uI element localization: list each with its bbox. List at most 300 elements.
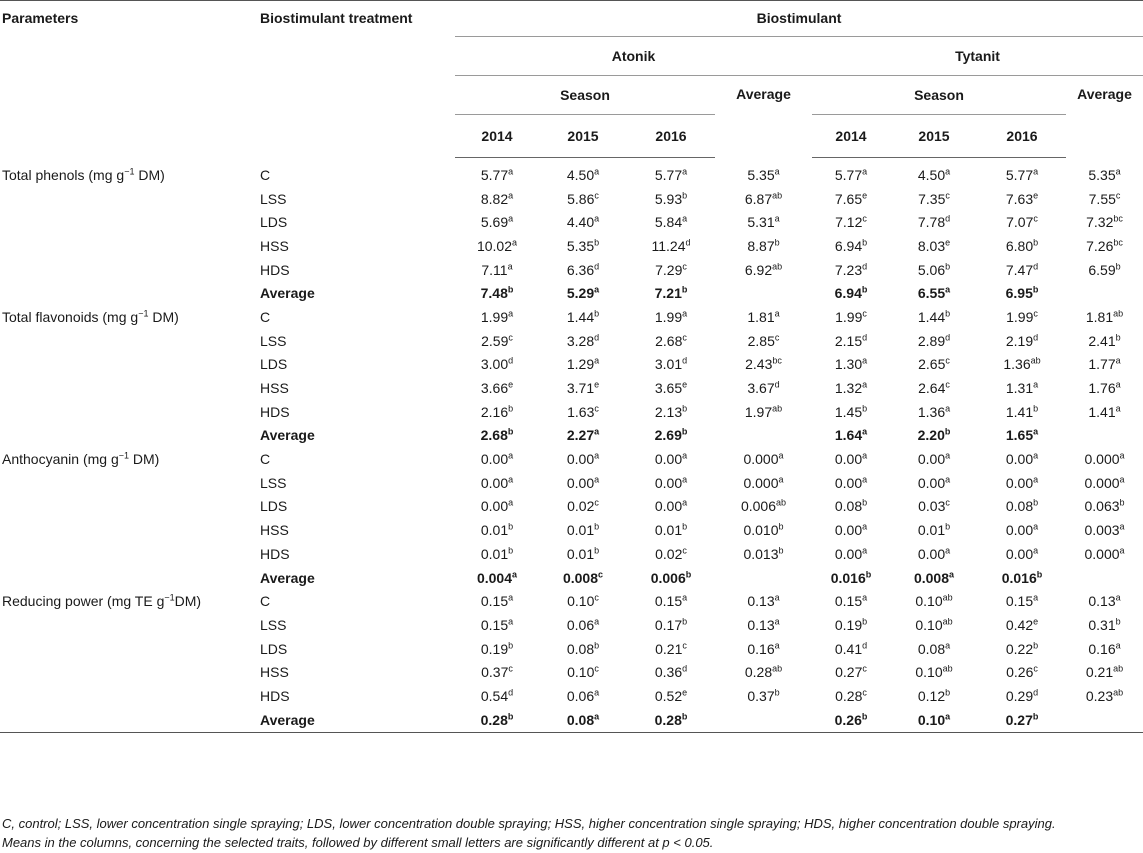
cell-significance-letter: a [1119, 521, 1125, 532]
value-cell [715, 471, 812, 495]
value-cell [715, 684, 812, 708]
average-row [0, 708, 1143, 732]
parameter-empty [0, 281, 257, 305]
value-cell [812, 495, 890, 519]
cell-significance-letter: b [682, 403, 688, 414]
cell-value: 6.92 [744, 261, 773, 278]
cell-value: 5.77 [654, 166, 683, 183]
cell-significance-letter: a [1033, 545, 1039, 556]
value-cell [539, 660, 627, 684]
cell-value: 0.063 [1084, 498, 1120, 515]
cell-value: 0.26 [834, 711, 862, 728]
value-cell [539, 447, 627, 471]
value-cell [1066, 708, 1143, 732]
cell-significance-letter: a [508, 213, 514, 224]
cell-value: 0.36 [654, 664, 683, 681]
value-cell [627, 708, 715, 732]
cell-significance-letter: d [508, 355, 514, 366]
cell-significance-letter: b [945, 260, 951, 271]
cell-significance-letter: a [862, 450, 868, 461]
cell-significance-letter: b [594, 237, 600, 248]
treatment-label: C [260, 166, 271, 183]
value-cell [890, 163, 978, 187]
cell-significance-letter: d [1033, 260, 1039, 271]
parameter-empty [0, 210, 257, 234]
cell-value: 7.35 [918, 190, 946, 207]
value-cell [1066, 613, 1143, 637]
value-cell [812, 566, 890, 590]
value-cell [455, 495, 539, 519]
value-cell [627, 566, 715, 590]
cell-value: 7.29 [655, 261, 683, 278]
table-row [0, 542, 1143, 566]
cell-significance-letter: a [594, 213, 600, 224]
cell-significance-letter: c [1033, 308, 1038, 319]
cell-value: 5.06 [917, 261, 946, 278]
value-cell [715, 353, 812, 377]
table-header [0, 0, 1143, 163]
cell-value: 5.35 [1088, 166, 1116, 183]
value-cell [715, 187, 812, 211]
cell-value: 0.28 [744, 664, 773, 681]
value-cell [627, 589, 715, 613]
cell-significance-letter: a [1033, 592, 1039, 603]
cell-value: 7.23 [834, 261, 863, 278]
table-row [0, 187, 1143, 211]
parameter-text: Anthocyanin (mg g [2, 451, 119, 468]
parameter-text: Reducing power (mg TE g [2, 593, 165, 610]
value-cell [455, 684, 539, 708]
cell-significance-letter: b [594, 308, 600, 319]
value-cell [455, 353, 539, 377]
cell-significance-letter: d [862, 332, 868, 342]
cell-significance-letter: a [862, 545, 868, 556]
cell-significance-letter: a [945, 474, 951, 485]
cell-significance-letter: a [945, 711, 951, 721]
table-body [0, 163, 1143, 732]
cell-value: 0.00 [917, 451, 946, 468]
cell-significance-letter: c [598, 568, 604, 579]
value-cell [812, 281, 890, 305]
cell-value: 2.15 [834, 332, 863, 349]
value-cell [539, 305, 627, 329]
table-row [0, 660, 1143, 684]
cell-significance-letter: a [594, 711, 600, 721]
value-cell [978, 708, 1066, 732]
parameter-text: Total phenols (mg g [2, 166, 125, 183]
cell-significance-letter: c [1033, 663, 1038, 674]
value-cell [715, 589, 812, 613]
parameter-empty [0, 708, 257, 732]
cell-significance-letter: c [862, 687, 867, 698]
value-cell [455, 589, 539, 613]
value-cell [539, 163, 627, 187]
cell-significance-letter: c [862, 308, 867, 319]
value-cell [1066, 471, 1143, 495]
cell-significance-letter: bc [772, 355, 782, 366]
value-cell [1066, 281, 1143, 305]
parameter-empty [0, 684, 257, 708]
cell-significance-letter: b [1032, 284, 1039, 295]
treatment-label: HDS [260, 687, 290, 704]
cell-significance-letter: a [774, 639, 780, 650]
cell-significance-letter: c [682, 260, 687, 271]
parameter-empty [0, 518, 257, 542]
value-cell [627, 613, 715, 637]
cell-significance-letter: a [594, 616, 600, 627]
value-cell [812, 708, 890, 732]
value-cell [627, 353, 715, 377]
cell-value: 1.63 [567, 403, 595, 420]
value-cell [978, 210, 1066, 234]
treatment-label: HDS [260, 403, 290, 420]
cell-significance-letter: a [862, 521, 868, 532]
cell-significance-letter: c [1033, 213, 1038, 224]
value-cell [812, 542, 890, 566]
value-cell [455, 637, 539, 661]
table-row [0, 163, 1143, 187]
cell-value: 0.00 [834, 545, 863, 562]
cell-significance-letter: a [1115, 166, 1121, 177]
cell-significance-letter: e [682, 379, 688, 390]
cell-significance-letter: c [774, 332, 780, 342]
cell-value: 7.12 [835, 214, 863, 231]
cell-significance-letter: a [862, 474, 868, 485]
value-cell [812, 376, 890, 400]
cell-value: 7.63 [1005, 190, 1034, 207]
value-cell [455, 305, 539, 329]
cell-value: 1.31 [1005, 380, 1034, 397]
value-cell [715, 542, 812, 566]
value-cell [1066, 305, 1143, 329]
cell-significance-letter: a [1115, 379, 1121, 390]
value-cell [978, 353, 1066, 377]
cell-significance-letter: bc [1113, 213, 1123, 224]
header-parameters: Parameters [2, 10, 79, 26]
value-cell [455, 566, 539, 590]
cell-significance-letter: c [594, 403, 599, 414]
value-cell [539, 471, 627, 495]
cell-significance-letter: e [1033, 189, 1039, 200]
cell-value: 1.76 [1088, 380, 1116, 397]
cell-value: 6.94 [834, 237, 863, 254]
cell-value: 0.13 [1088, 593, 1116, 610]
value-cell [1066, 566, 1143, 590]
cell-value: 1.99 [654, 308, 683, 325]
value-cell [627, 660, 715, 684]
parameter-empty [0, 187, 257, 211]
cell-value: 2.16 [480, 403, 509, 420]
cell-value: 1.44 [917, 308, 946, 325]
cell-significance-letter: a [1033, 450, 1039, 461]
cell-significance-letter: b [1036, 568, 1043, 579]
cell-value: 0.16 [1088, 640, 1116, 657]
cell-significance-letter: a [862, 379, 868, 390]
cell-significance-letter: a [682, 166, 688, 177]
cell-significance-letter: b [682, 616, 688, 627]
cell-significance-letter: e [594, 379, 600, 390]
value-cell [890, 281, 978, 305]
cell-significance-letter: a [1033, 426, 1039, 437]
cell-value: 1.99 [1006, 308, 1034, 325]
value-cell [539, 281, 627, 305]
value-cell [715, 163, 812, 187]
value-cell [455, 471, 539, 495]
value-cell [1066, 684, 1143, 708]
value-cell [812, 258, 890, 282]
footnote-abbreviations: C, control; LSS, lower concentration single spraying; LDS, lower concentration double spraying; HSS, higher concentration single spraying; HDS, higher concentration double spraying. [2, 816, 1056, 831]
table-row [0, 353, 1143, 377]
cell-value: 0.01 [654, 522, 683, 539]
value-cell [1066, 329, 1143, 353]
cell-significance-letter: e [508, 379, 514, 390]
table-row [0, 637, 1143, 661]
table-row [0, 234, 1143, 258]
cell-value: 0.15 [1005, 593, 1034, 610]
parameter-label [0, 305, 257, 329]
cell-value: 7.07 [1006, 214, 1034, 231]
cell-significance-letter: d [945, 213, 951, 224]
cell-significance-letter: b [1115, 260, 1121, 271]
value-cell [715, 613, 812, 637]
cell-value: 7.21 [654, 285, 682, 302]
value-cell [978, 424, 1066, 448]
cell-value: 0.19 [480, 640, 509, 657]
cell-significance-letter: b [865, 568, 872, 579]
value-cell [455, 376, 539, 400]
cell-significance-letter: d [1033, 332, 1039, 342]
cell-significance-letter: b [862, 237, 868, 248]
value-cell [812, 353, 890, 377]
value-cell [978, 542, 1066, 566]
cell-significance-letter: c [862, 663, 867, 674]
value-cell [539, 637, 627, 661]
cell-value: 0.10 [915, 616, 943, 633]
cell-significance-letter: c [594, 189, 599, 200]
value-cell [627, 518, 715, 542]
cell-value: 0.010 [743, 522, 779, 539]
value-cell [890, 542, 978, 566]
value-cell [890, 684, 978, 708]
cell-significance-letter: a [682, 308, 688, 319]
value-cell [812, 305, 890, 329]
treatment-label: LDS [260, 214, 288, 231]
cell-significance-letter: a [594, 284, 600, 295]
value-cell [539, 708, 627, 732]
parameter-unit-suffix: DM) [148, 308, 179, 325]
value-cell [715, 424, 812, 448]
cell-significance-letter: a [1119, 450, 1125, 461]
cell-significance-letter: a [945, 639, 951, 650]
cell-significance-letter: b [507, 284, 514, 295]
parameter-empty [0, 566, 257, 590]
cell-value: 0.03 [918, 498, 946, 515]
cell-value: 0.08 [566, 640, 595, 657]
value-cell [978, 329, 1066, 353]
cell-significance-letter: ab [772, 189, 783, 200]
cell-significance-letter: a [508, 497, 514, 508]
header-treatment: Biostimulant treatment [260, 10, 413, 26]
cell-value: 0.00 [566, 474, 595, 491]
cell-value: 0.15 [480, 616, 509, 633]
header-tytanit-year-2015: 2015 [890, 114, 978, 157]
cell-value: 3.66 [480, 380, 509, 397]
cell-significance-letter: a [778, 450, 784, 461]
value-cell [812, 329, 890, 353]
parameter-empty [0, 542, 257, 566]
cell-value: 1.45 [834, 403, 863, 420]
table-row [0, 495, 1143, 519]
treatment-label: C [260, 308, 271, 325]
cell-value: 7.48 [480, 285, 508, 302]
cell-significance-letter: a [862, 166, 868, 177]
value-cell [812, 637, 890, 661]
value-cell [812, 163, 890, 187]
cell-significance-letter: a [862, 592, 868, 603]
value-cell [539, 542, 627, 566]
value-cell [978, 400, 1066, 424]
cell-value: 5.77 [834, 166, 863, 183]
value-cell [627, 163, 715, 187]
cell-significance-letter: ab [1113, 687, 1124, 698]
cell-value: 1.65 [1005, 427, 1034, 444]
value-cell [890, 210, 978, 234]
cell-value: 1.99 [480, 308, 509, 325]
value-cell [715, 495, 812, 519]
value-cell [890, 329, 978, 353]
cell-significance-letter: a [594, 474, 600, 485]
cell-significance-letter: b [682, 189, 688, 200]
cell-value: 3.65 [654, 380, 683, 397]
cell-value: 0.00 [654, 474, 683, 491]
parameter-unit-suffix: DM) [174, 593, 202, 610]
cell-value: 0.13 [747, 616, 775, 633]
value-cell [978, 234, 1066, 258]
cell-value: 7.65 [834, 190, 863, 207]
value-cell [890, 305, 978, 329]
table-row [0, 305, 1143, 329]
cell-significance-letter: a [682, 592, 688, 603]
value-cell [978, 376, 1066, 400]
value-cell [627, 495, 715, 519]
cell-significance-letter: c [1115, 189, 1121, 200]
cell-significance-letter: a [945, 166, 951, 177]
table-row [0, 210, 1143, 234]
cell-significance-letter: c [594, 592, 599, 603]
cell-value: 5.69 [480, 214, 509, 231]
table-footnote [2, 814, 1140, 852]
cell-value: 0.52 [654, 687, 683, 704]
cell-value: 0.00 [1005, 545, 1034, 562]
table-row [0, 471, 1143, 495]
cell-significance-letter: a [1115, 355, 1121, 366]
cell-value: 0.08 [834, 498, 863, 515]
cell-significance-letter: d [682, 355, 688, 366]
cell-significance-letter: a [1119, 474, 1125, 485]
cell-significance-letter: a [594, 355, 600, 366]
cell-significance-letter: b [945, 687, 951, 698]
value-cell [1066, 163, 1143, 187]
cell-value: 1.99 [835, 308, 863, 325]
cell-value: 0.00 [834, 451, 863, 468]
cell-significance-letter: a [508, 616, 514, 627]
parameter-empty [0, 258, 257, 282]
cell-significance-letter: b [508, 521, 514, 532]
value-cell [539, 329, 627, 353]
value-cell [715, 447, 812, 471]
value-cell [539, 258, 627, 282]
value-cell [455, 613, 539, 637]
value-cell [978, 471, 1066, 495]
cell-value: 0.006 [650, 569, 686, 586]
cell-significance-letter: a [945, 403, 951, 414]
cell-value: 2.64 [918, 380, 946, 397]
parameter-empty [0, 424, 257, 448]
cell-value: 0.10 [915, 664, 943, 681]
header-tytanit-average: Average [1077, 85, 1132, 102]
cell-value: 2.27 [566, 427, 595, 444]
value-cell [715, 281, 812, 305]
treatment-label: HSS [260, 380, 289, 397]
average-label: Average [260, 285, 315, 302]
cell-value: 3.71 [566, 380, 595, 397]
cell-value: 5.35 [566, 237, 595, 254]
cell-significance-letter: c [945, 497, 950, 508]
cell-value: 1.64 [834, 427, 863, 444]
parameter-empty [0, 353, 257, 377]
cell-significance-letter: b [681, 284, 688, 295]
cell-value: 0.00 [654, 451, 683, 468]
cell-value: 0.17 [654, 616, 683, 633]
value-cell [812, 187, 890, 211]
header-atonik-year-2014: 2014 [455, 114, 539, 157]
cell-significance-letter: c [945, 379, 950, 390]
cell-value: 7.47 [1005, 261, 1034, 278]
cell-value: 3.28 [566, 332, 595, 349]
cell-significance-letter: a [682, 450, 688, 461]
cell-value: 0.12 [917, 687, 946, 704]
cell-value: 0.00 [1005, 474, 1034, 491]
treatment-label: C [260, 593, 271, 610]
value-cell [812, 518, 890, 542]
cell-significance-letter: a [507, 260, 513, 271]
value-cell [627, 187, 715, 211]
table-row [0, 400, 1143, 424]
average-label: Average [260, 569, 315, 586]
cell-value: 6.94 [834, 285, 862, 302]
cell-value: 1.41 [1088, 403, 1116, 420]
cell-significance-letter: c [508, 663, 513, 674]
cell-significance-letter: bc [1113, 237, 1123, 248]
cell-significance-letter: b [508, 545, 514, 556]
cell-value: 0.31 [1088, 616, 1116, 633]
cell-value: 4.40 [566, 214, 595, 231]
value-cell [978, 518, 1066, 542]
value-cell [627, 234, 715, 258]
parameter-label [0, 589, 257, 613]
value-cell [715, 518, 812, 542]
cell-significance-letter: a [682, 474, 688, 485]
cell-value: 1.32 [834, 380, 863, 397]
cell-significance-letter: b [682, 521, 688, 532]
cell-significance-letter: a [774, 213, 780, 224]
cell-value: 0.29 [1005, 687, 1034, 704]
cell-value: 2.41 [1088, 332, 1116, 349]
value-cell [1066, 637, 1143, 661]
value-cell [1066, 447, 1143, 471]
value-cell [890, 589, 978, 613]
cell-value: 0.10 [915, 593, 943, 610]
